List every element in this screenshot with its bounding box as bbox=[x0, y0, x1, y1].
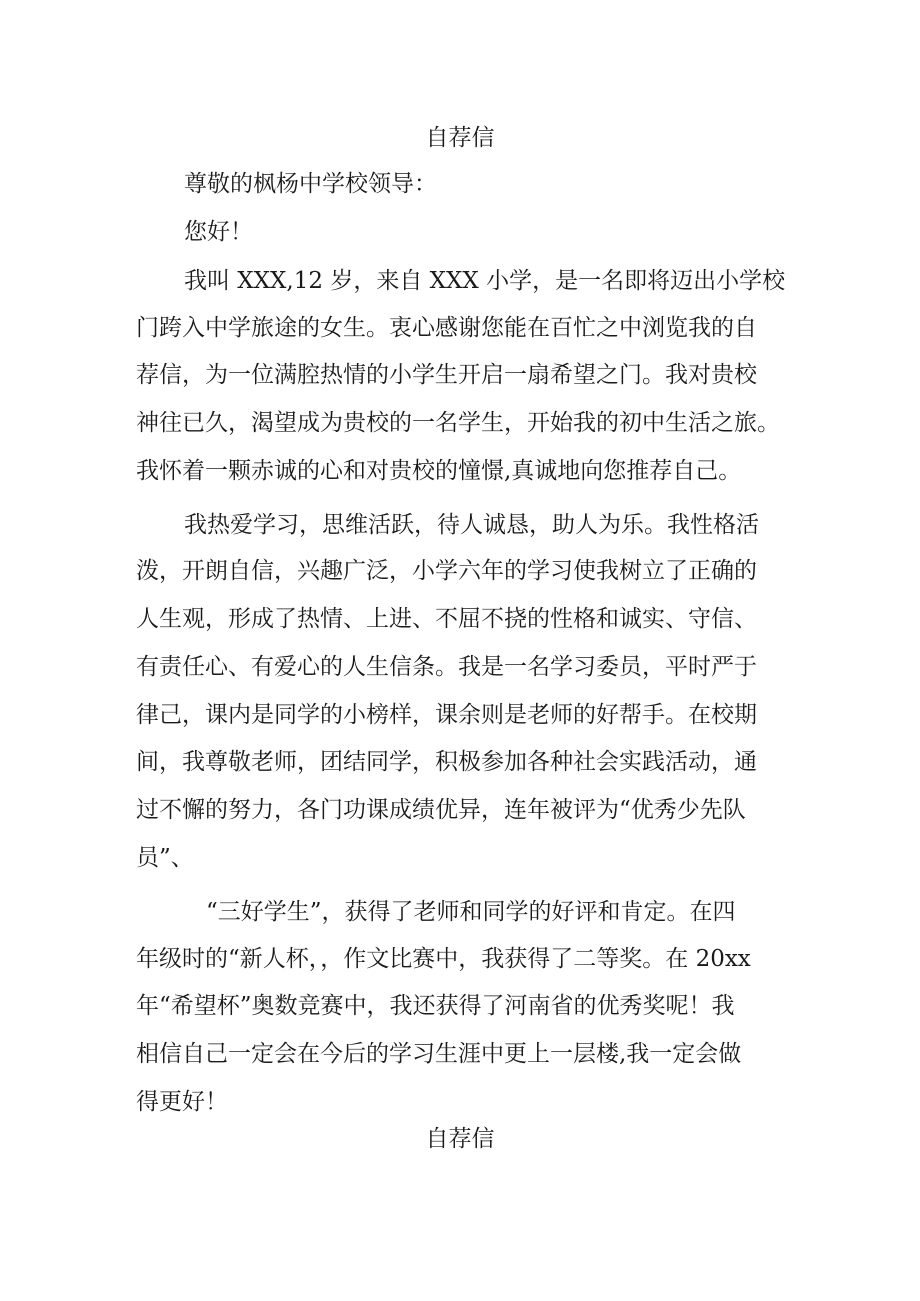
paragraph1-line: 门跨入中学旅途的女生。衷心感谢您能在百忙之中浏览我的自 bbox=[136, 315, 757, 341]
paragraph3-line: 年级时的“新人杯，，作文比赛中，我获得了二等奖。在 20xx bbox=[136, 946, 751, 972]
paragraph1-line: 神往已久，渴望成为贵校的一名学生，开始我的初中生活之旅。 bbox=[136, 410, 780, 436]
paragraph3-line: 相信自己一定会在今后的学习生涯中更上一层楼,我一定会做 bbox=[136, 1041, 742, 1067]
paragraph2-line: 泼，开朗自信，兴趣广泛，小学六年的学习使我树立了正确的 bbox=[136, 558, 757, 584]
document-title: 自荐信 bbox=[425, 125, 495, 151]
paragraph2-line: 人生观，形成了热情、上进、不屈不挠的性格和诚实、守信、 bbox=[136, 606, 757, 632]
paragraph2-line: 过不懈的努力，各门功课成绩优异，连年被评为“优秀少先队 bbox=[136, 797, 746, 823]
paragraph1-line: 我叫 XXX,12 岁，来自 XXX 小学，是一名即将迈出小学校 bbox=[184, 268, 786, 294]
footer-title: 自荐信 bbox=[425, 1126, 495, 1152]
paragraph2-line: 律己，课内是同学的小榜样，课余则是老师的好帮手。在校期 bbox=[136, 702, 757, 728]
paragraph3-line: 年“希望杯”奥数竞赛中，我还获得了河南省的优秀奖呢！我 bbox=[136, 993, 735, 1019]
paragraph2-line: 有责任心、有爱心的人生信条。我是一名学习委员，平时严于 bbox=[136, 654, 757, 680]
paragraph1-line: 荐信，为一位满腔热情的小学生开启一扇希望之门。我对贵校 bbox=[136, 362, 757, 388]
paragraph1-line: 我怀着一颗赤诚的心和对贵校的憧憬,真诚地向您推荐自己。 bbox=[136, 458, 742, 484]
paragraph3-line: 得更好！ bbox=[136, 1089, 228, 1115]
salutation: 尊敬的枫杨中学校领导： bbox=[184, 171, 437, 197]
greeting: 您好！ bbox=[184, 219, 253, 245]
paragraph2-line: 员”、 bbox=[136, 845, 194, 871]
paragraph2-line: 我热爱学习，思维活跃，待人诚恳，助人为乐。我性格活 bbox=[184, 512, 759, 538]
paragraph3-line: “三好学生”，获得了老师和同学的好评和肯定。在四 bbox=[206, 899, 736, 925]
paragraph2-line: 间，我尊敬老师，团结同学，积极参加各种社会实践活动，通 bbox=[136, 749, 757, 775]
